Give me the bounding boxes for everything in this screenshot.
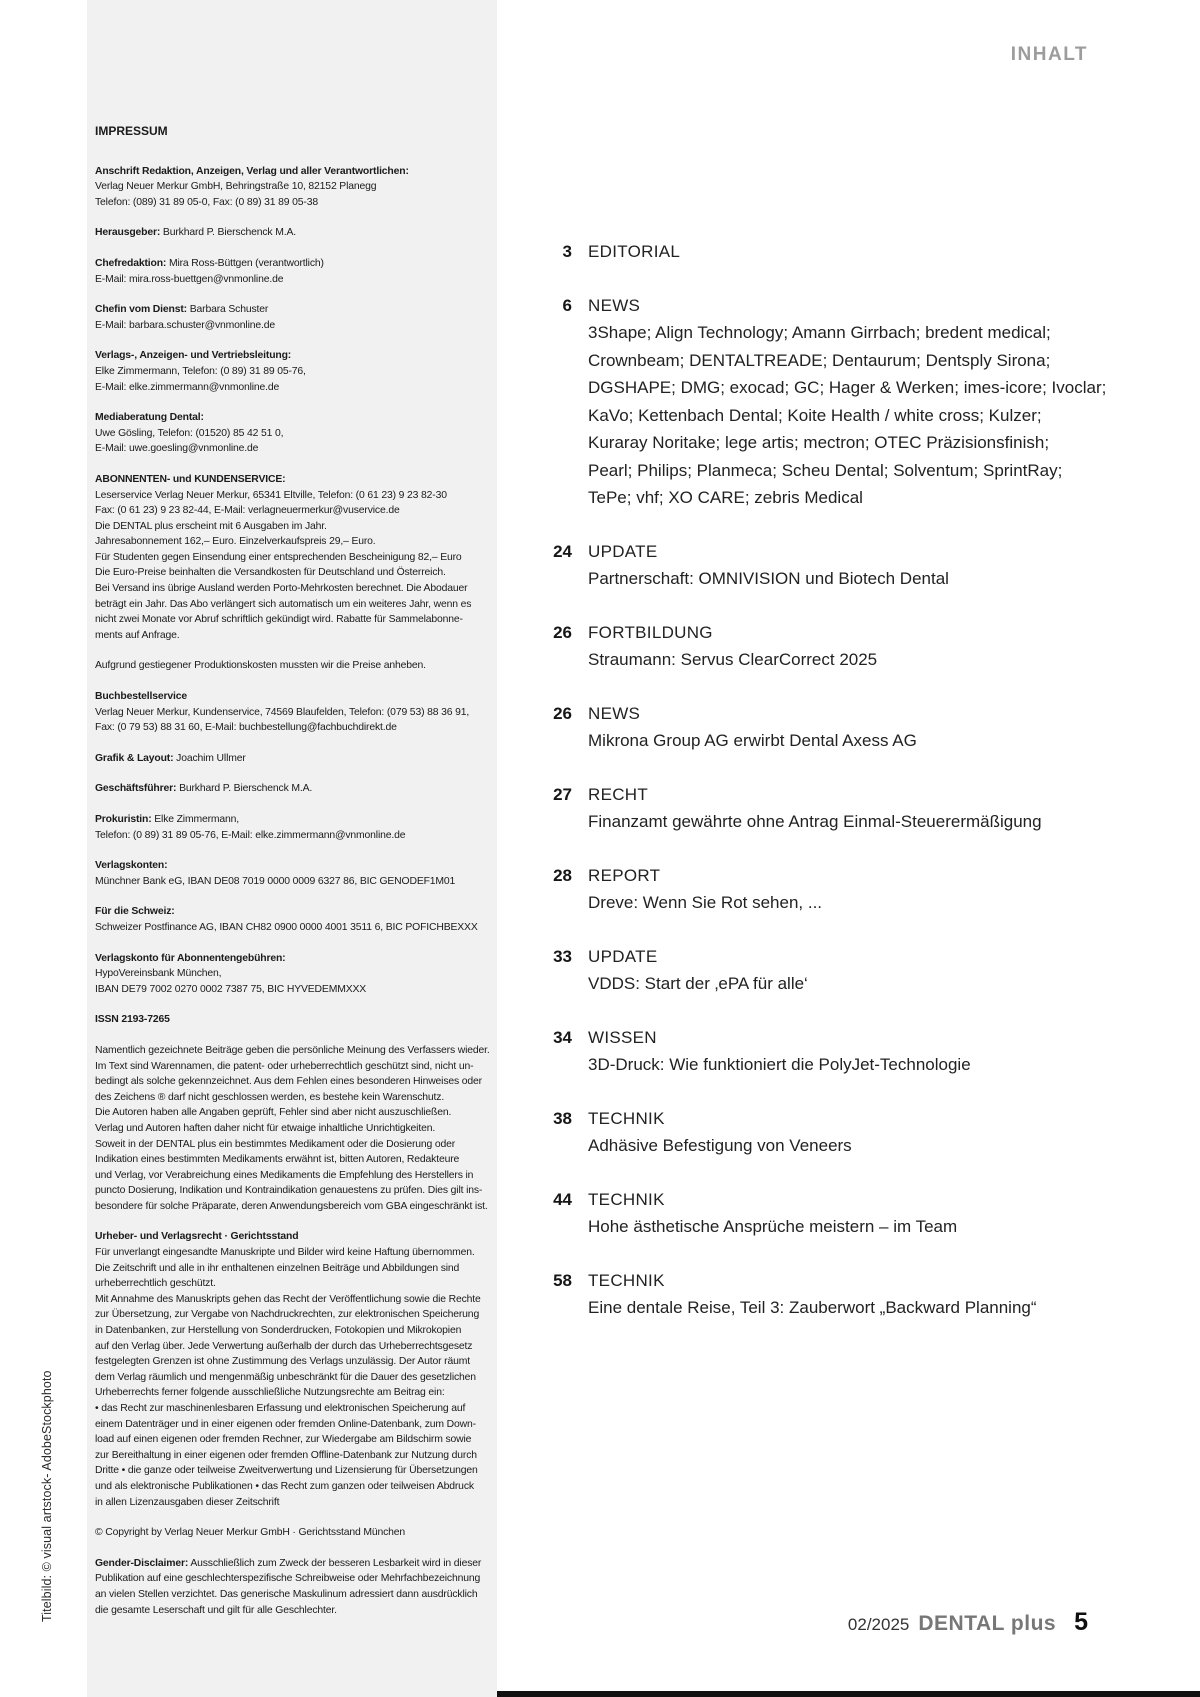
- impressum-line: IBAN DE79 7002 0270 0002 7387 75, BIC HYVEDEMMXXX: [95, 983, 367, 995]
- toc-entry-content: [588, 619, 877, 674]
- page-number: 5: [1074, 1608, 1088, 1636]
- toc-entry-content: [588, 943, 808, 998]
- impressum-line: Telefon: (089) 31 89 05-0, Fax: (0 89) 31 89 05-38: [95, 196, 318, 208]
- toc-body-line: Partnerschaft: OMNIVISION und Biotech Dental: [588, 569, 949, 588]
- impressum-line: E-Mail: uwe.goesling@vnmonline.de: [95, 443, 259, 455]
- impressum-block: [95, 256, 475, 287]
- impressum-block: [95, 1556, 482, 1618]
- toc-body-line: Pearl; Philips; Planmeca; Scheu Dental; Solventum; SprintRay;: [588, 460, 1063, 480]
- impressum-line: Leserservice Verlag Neuer Merkur, 65341 Eltville, Telefon: (0 61 23) 9 23 82-30: [95, 489, 447, 501]
- toc-section-title: NEWS: [588, 295, 641, 315]
- impressum-line: E-Mail: mira.ross-buettgen@vnmonline.de: [95, 273, 284, 285]
- impressum-line: ments auf Anfrage.: [95, 629, 180, 641]
- toc-list: [538, 238, 1138, 1322]
- impressum-line: in Datenbanken, zur Herstellung von Sonderdrucken, Fotokopien und Mikrokopien: [95, 1325, 462, 1337]
- toc-body-line: 3Shape; Align Technology; Amann Girrbach; bredent medical;: [588, 323, 1051, 342]
- toc-section-title: UPDATE: [588, 541, 658, 561]
- impressum-line: Grafik & Layout: Joachim Ullmer: [95, 752, 246, 764]
- impressum-line: Schweizer Postfinance AG, IBAN CH82 0900 0000 4001 3511 6, BIC POFICHBEXXX: [95, 921, 478, 933]
- table-of-contents: [538, 238, 1138, 1348]
- toc-entry[interactable]: [538, 1267, 1138, 1322]
- toc-page-number: 44: [553, 1189, 572, 1209]
- impressum-line: zur Bereithaltung in einer eigenen oder fremden Offline-Datenbank zur Nutzung durch: [95, 1449, 477, 1461]
- impressum-line: Im Text sind Warennamen, die patent- oder urheberrechtlich geschützt sind, nicht un-: [95, 1060, 474, 1072]
- impressum-blocks: [95, 164, 490, 1619]
- toc-section-title: NEWS: [588, 703, 641, 723]
- impressum-line: ISSN 2193-7265: [95, 1014, 170, 1026]
- toc-entry[interactable]: [538, 538, 1138, 593]
- impressum-line: besondere für solche Präparate, deren Anwendungsbereich vom GBA eingeschränkt ist.: [95, 1200, 488, 1212]
- toc-page-number: 58: [553, 1270, 572, 1290]
- toc-body-line: Mikrona Group AG erwirbt Dental Axess AG: [588, 731, 917, 750]
- toc-page-number: 26: [553, 703, 572, 723]
- toc-page-number: 34: [553, 1027, 572, 1047]
- impressum-line: Herausgeber: Burkhard P. Bierschenck M.A.: [95, 227, 296, 239]
- impressum-line: Uwe Gösling, Telefon: (01520) 85 42 51 0,: [95, 427, 284, 439]
- impressum-line: Münchner Bank eG, IBAN DE08 7019 0000 0009 6327 86, BIC GENODEF1M01: [95, 875, 456, 887]
- toc-entry-content: [588, 1105, 852, 1160]
- impressum-line: in allen Lizenzausgaben dieser Zeitschrift: [95, 1496, 280, 1508]
- impressum-line: Die Zeitschrift und alle in ihr enthaltenen einzelnen Beiträge und Abbildungen sind: [95, 1262, 460, 1274]
- impressum-block: [95, 951, 475, 998]
- toc-body-line: Finanzamt gewährte ohne Antrag Einmal-Steuerermäßigung: [588, 812, 1042, 831]
- impressum-line: dem Verlag räumlich und mengenmäßig unbeschränkt für die Dauer des gesetzlichen: [95, 1371, 476, 1383]
- impressum-line: Urheber- und Verlagsrecht · Gerichtsstand: [95, 1231, 299, 1243]
- toc-body-line: Eine dentale Reise, Teil 3: Zauberwort „Backward Planning“: [588, 1298, 1037, 1317]
- toc-body-line: KaVo; Kettenbach Dental; Koite Health / white cross; Kulzer;: [588, 405, 1042, 425]
- toc-body-line: Straumann: Servus ClearCorrect 2025: [588, 650, 878, 669]
- toc-body-line: Hohe ästhetische Ansprüche meistern – im Team: [588, 1217, 958, 1236]
- toc-section-title: TECHNIK: [588, 1189, 665, 1209]
- impressum-line: nicht zwei Monate vor Abruf schriftlich gekündigt wird. Rabatte für Sammelabonne-: [95, 614, 463, 626]
- impressum-block: [95, 858, 475, 889]
- toc-entry[interactable]: [538, 238, 1138, 266]
- issue-number: 02/2025: [847, 1615, 910, 1634]
- impressum-line: Die DENTAL plus erscheint mit 6 Ausgaben im Jahr.: [95, 520, 327, 532]
- impressum-line: puncto Dosierung, Indikation und Kontraindikation genauestens zu prüfen. Dies gilt ins-: [95, 1185, 483, 1197]
- impressum-line: einem Datenträger und in einer eigenen oder fremden Online-Datenbank, zum Down-: [95, 1418, 476, 1430]
- impressum-block: [95, 781, 475, 797]
- impressum-line: und als elektronische Publikationen • das Recht zum ganzen oder teilweisen Abdruck: [95, 1480, 474, 1492]
- impressum-block: [95, 751, 475, 767]
- impressum-line: load auf einen eigenen oder fremden Rechner, zur Wiedergabe am Bildschirm sowie: [95, 1434, 472, 1446]
- impressum-block: [95, 164, 475, 211]
- impressum-line: Jahresabonnement 162,– Euro. Einzelverkaufspreis 29,– Euro.: [95, 536, 376, 548]
- impressum-line: urheberrechtlich geschützt.: [95, 1278, 216, 1290]
- impressum-line: Für Studenten gegen Einsendung einer entsprechenden Bescheinigung 82,– Euro: [95, 551, 462, 563]
- toc-section-title: FORTBILDUNG: [588, 622, 713, 642]
- toc-page-number: 6: [562, 295, 572, 315]
- impressum-line: die gesamte Leserschaft und gilt für alle Geschlechter.: [95, 1604, 337, 1616]
- toc-body-line: Adhäsive Befestigung von Veneers: [588, 1136, 852, 1155]
- impressum-line: Anschrift Redaktion, Anzeigen, Verlag und aller Verantwortlichen:: [95, 165, 409, 177]
- impressum-line: Geschäftsführer: Burkhard P. Bierschenck M.A.: [95, 783, 313, 795]
- toc-page-number: 24: [553, 541, 572, 561]
- impressum-block: [95, 348, 475, 395]
- toc-section-title: TECHNIK: [588, 1108, 665, 1128]
- toc-section-title: UPDATE: [588, 946, 658, 966]
- impressum-line: Gender-Disclaimer: Ausschließlich zum Zweck der besseren Lesbarkeit wird in dieser: [95, 1557, 482, 1569]
- impressum-block: [95, 1012, 475, 1028]
- impressum-line: Die Euro-Preise beinhalten die Versandkosten für Deutschland und Österreich.: [95, 567, 446, 579]
- toc-entry[interactable]: [538, 1024, 1138, 1079]
- impressum-line: ABONNENTEN- und KUNDENSERVICE:: [95, 473, 286, 485]
- impressum-line: Soweit in der DENTAL plus ein bestimmtes Medikament oder die Dosierung oder: [95, 1138, 456, 1150]
- toc-entry[interactable]: [538, 943, 1138, 998]
- toc-entry[interactable]: [538, 862, 1138, 917]
- impressum-block: [95, 225, 475, 241]
- impressum-line: Fax: (0 61 23) 9 23 82-44, E-Mail: verlagneuermerkur@vuservice.de: [95, 505, 400, 517]
- toc-page-number: 33: [553, 946, 572, 966]
- impressum-block: [95, 302, 475, 333]
- impressum-line: Für die Schweiz:: [95, 906, 175, 918]
- impressum-block: [95, 658, 475, 674]
- impressum-line: Für unverlangt eingesandte Manuskripte und Bilder wird keine Haftung übernommen.: [95, 1247, 475, 1259]
- toc-entry-content: [588, 1267, 1037, 1322]
- impressum-line: auf den Verlag über. Jede Verwertung außerhalb der durch das Urheberrechtsgesetz: [95, 1340, 473, 1352]
- toc-body-line: DGSHAPE; DMG; exocad; GC; Hager & Werken; imes-icore; Ivoclar;: [588, 378, 1107, 397]
- toc-section-title: EDITORIAL: [588, 242, 681, 261]
- impressum-line: bedingt als solche gekennzeichnet. Aus dem Fehlen eines besonderen Hinweises oder: [95, 1076, 482, 1088]
- impressum-line: • das Recht zur maschinenlesbaren Erfassung und elektronischen Speicherung auf: [95, 1403, 466, 1414]
- impressum-block: [95, 410, 475, 457]
- impressum-title: IMPRESSUM: [95, 124, 168, 138]
- impressum-line: Indikation eines bestimmten Medikaments erwähnt ist, bitten Autoren, Redakteure: [95, 1154, 460, 1166]
- impressum-line: Buchbestellservice: [95, 691, 188, 703]
- impressum-line: Chefredaktion: Mira Ross-Büttgen (verantwortlich): [95, 257, 324, 269]
- toc-page-number: 28: [553, 865, 572, 885]
- toc-entry-content: [588, 700, 917, 755]
- toc-entry[interactable]: [538, 619, 1138, 674]
- toc-entry-content: [588, 238, 680, 266]
- bottom-accent-bar: [497, 1691, 1200, 1697]
- toc-body-line: Crownbeam; DENTALTREADE; Dentaurum; Dentsply Sirona;: [588, 350, 1051, 370]
- impressum-block: [95, 689, 475, 736]
- impressum-block: [95, 1043, 490, 1215]
- impressum-line: Prokuristin: Elke Zimmermann,: [95, 814, 240, 825]
- toc-entry-content: [588, 781, 1042, 836]
- impressum-line: Mit Annahme des Manuskripts gehen das Recht der Veröffentlichung sowie die Rechte: [95, 1293, 481, 1305]
- impressum-line: Elke Zimmermann, Telefon: (0 89) 31 89 05-76,: [95, 365, 306, 377]
- impressum-line: Chefin vom Dienst: Barbara Schuster: [95, 304, 269, 316]
- toc-page-number: 26: [553, 622, 572, 642]
- impressum-line: Mediaberatung Dental:: [95, 412, 204, 424]
- toc-entry-content: [588, 1186, 957, 1241]
- impressum-block: [95, 904, 478, 935]
- impressum-line: Namentlich gezeichnete Beiträge geben die persönliche Meinung des Verfassers wieder.: [95, 1044, 490, 1056]
- impressum-line: Die Autoren haben alle Angaben geprüft, Fehler sind aber nicht auszuschließen.: [95, 1107, 452, 1119]
- impressum-line: Bei Versand ins übrige Ausland werden Porto-Mehrkosten berechnet. Die Abodauer: [95, 583, 468, 595]
- impressum-block: [95, 472, 475, 644]
- impressum-block: [95, 812, 475, 843]
- impressum-line: Verlagskonten:: [95, 860, 168, 872]
- impressum-line: an vielen Stellen verzichtet. Das generische Maskulinum adressiert dann ausdrücklich: [95, 1588, 478, 1600]
- impressum: [95, 124, 490, 1633]
- toc-page-number: 27: [553, 784, 572, 804]
- page-footer: [848, 1608, 1088, 1637]
- impressum-line: Verlagskonto für Abonnentengebühren:: [95, 952, 286, 964]
- impressum-line: Verlag Neuer Merkur GmbH, Behringstraße 10, 82152 Planegg: [95, 181, 377, 193]
- toc-body-line: Dreve: Wenn Sie Rot sehen, ...: [588, 893, 823, 912]
- toc-entry-content: [588, 1024, 971, 1079]
- impressum-block: [95, 1229, 481, 1510]
- toc-entry[interactable]: [538, 1186, 1138, 1241]
- toc-body-line: TePe; vhf; XO CARE; zebris Medical: [588, 488, 863, 507]
- impressum-line: festgelegten Grenzen ist ohne Zustimmung des Verlags unzulässig. Der Autor räumt: [95, 1356, 470, 1368]
- impressum-line: © Copyright by Verlag Neuer Merkur GmbH · Gerichtsstand München: [95, 1527, 406, 1539]
- toc-entry[interactable]: [538, 700, 1138, 755]
- impressum-line: Verlag und Autoren haften daher nicht für etwaige inhaltliche Unrichtigkeiten.: [95, 1122, 436, 1134]
- toc-entry[interactable]: [538, 781, 1138, 836]
- cover-photo-credit: Titelbild: © visual artstock- AdobeStockphoto: [40, 1370, 54, 1622]
- impressum-line: Publikation auf eine geschlechterspezifische Schreibweise oder Mehrfachbezeichnung: [95, 1573, 481, 1585]
- impressum-line: Aufgrund gestiegener Produktionskosten mussten wir die Preise anheben.: [95, 660, 426, 672]
- toc-body-line: VDDS: Start der ‚ePA für alle‘: [588, 974, 808, 993]
- impressum-line: E-Mail: barbara.schuster@vnmonline.de: [95, 319, 275, 331]
- impressum-line: Verlag Neuer Merkur, Kundenservice, 74569 Blaufelden, Telefon: (079 53) 88 36 91,: [95, 706, 470, 718]
- impressum-line: beträgt ein Jahr. Das Abo verlängert sich automatisch um ein weiteres Jahr, wenn es: [95, 598, 472, 610]
- impressum-line: Urheberrechts ferner folgende ausschließliche Nutzungsrechte am Beitrag ein:: [95, 1387, 445, 1399]
- toc-body-line: Kuraray Noritake; lege artis; mectron; OTEC Präzisionsfinish;: [588, 433, 1050, 452]
- toc-entry-content: [588, 862, 822, 917]
- impressum-line: E-Mail: elke.zimmermann@vnmonline.de: [95, 381, 280, 393]
- impressum-line: Fax: (0 79 53) 88 31 60, E-Mail: buchbestellung@fachbuchdirekt.de: [95, 722, 397, 734]
- toc-section-title: TECHNIK: [588, 1270, 665, 1290]
- toc-section-title: WISSEN: [588, 1027, 657, 1047]
- impressum-line: Dritte • die ganze oder teilweise Zweitverwertung und Lizensierung für Übersetzungen: [95, 1465, 478, 1477]
- toc-body-line: 3D-Druck: Wie funktioniert die PolyJet-Technologie: [588, 1055, 971, 1074]
- impressum-line: HypoVereinsbank München,: [95, 968, 222, 980]
- impressum-line: Telefon: (0 89) 31 89 05-76, E-Mail: elke.zimmermann@vnmonline.de: [95, 829, 406, 841]
- toc-page-number: 38: [553, 1108, 572, 1128]
- impressum-line: des Zeichens ® darf nicht geschlossen werden, es bestehe kein Warenschutz.: [95, 1091, 445, 1103]
- toc-page-number: 3: [562, 242, 572, 261]
- impressum-line: zur Übersetzung, zur Vergabe von Nachdruckrechten, zur elektronischen Speicherung: [95, 1309, 480, 1321]
- toc-section-title: REPORT: [588, 865, 661, 885]
- toc-entry-content: [588, 538, 949, 593]
- impressum-block: [95, 1525, 475, 1541]
- toc-entry[interactable]: [538, 1105, 1138, 1160]
- page-title: INHALT: [1010, 44, 1088, 65]
- toc-entry-content: [588, 292, 1106, 512]
- toc-section-title: RECHT: [588, 784, 649, 804]
- impressum-line: Verlags-, Anzeigen- und Vertriebsleitung:: [95, 350, 292, 362]
- toc-entry[interactable]: [538, 292, 1138, 512]
- magazine-brand: DENTAL plus: [918, 1612, 1057, 1635]
- impressum-line: und Verlag, vor Verabreichung eines Medikaments die Empfehlung des Herstellers in: [95, 1169, 474, 1181]
